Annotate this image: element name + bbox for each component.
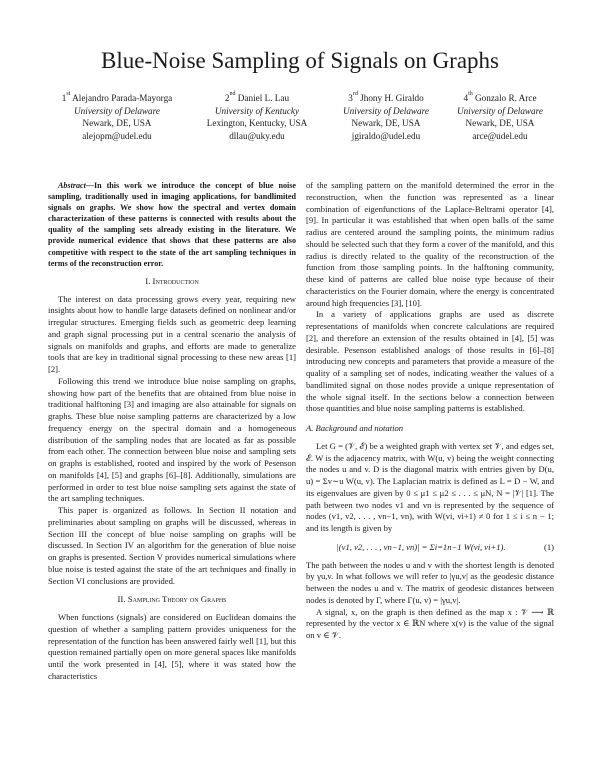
author-location: Newark, DE, USA	[82, 118, 152, 129]
author-name: Gonzalo R. Arce	[475, 93, 537, 103]
author-location: Newark, DE, USA	[351, 118, 421, 129]
author-ordinal: 2	[224, 93, 230, 103]
section-heading-sampling-theory: II. Sampling Theory on Graphs	[117, 594, 227, 605]
author-affiliation: University of Delaware	[343, 105, 429, 116]
author-2	[192, 92, 322, 142]
author-3	[328, 92, 444, 142]
author-name: Daniel L. Lau	[237, 93, 290, 103]
author-4	[444, 92, 556, 142]
section-heading-introduction: I. Introduction	[145, 275, 199, 286]
author-name: Alejandro Parada-Mayorga	[72, 93, 173, 103]
author-location: Newark, DE, USA	[465, 118, 535, 129]
intro-paragraph-2: Following this trend we introduce blue noise sampling on graphs, showing how part of the benefits that are obtained from blue noise in traditional halftoning [3] and imaging are also attainable for signals on graphs. These blue noise sampling patterns are characterized by a low frequency energy on the spectral domain and a homogeneous distribution of the sampling nodes that are located as far as possible from each other. The connection between blue noise and sampling sets on graphs is established, rooted and inspired by the work of Pesenson on manifolds [4], [5] and graphs [6]–[8]. Additionally, simulations are performed in order to test blue noise sampling sets against the state of the art sampling techniques.	[48, 375, 296, 504]
author-ordinal-suffix: th	[468, 91, 473, 97]
right-column	[306, 180, 554, 642]
author-email: arce@udel.edu	[472, 130, 528, 141]
sampling-paragraph-1: When functions (signals) are considered on Euclidean domains the question of whether a sampling pattern provides uniqueness for the representation of the function has been answered fairly well [1], but this question remained partially open on more general spaces like manifolds until the work presented in [4], [5], where it was stated how the characteristics	[48, 612, 296, 681]
author-name: Jhony H. Giraldo	[360, 93, 424, 103]
author-ordinal-suffix: st	[66, 91, 71, 97]
background-paragraph-1: Let G = (𝒱, ℰ) be a weighted graph with vertex set 𝒱, and edges set, ℰ. W is the adjacency matrix, with W(u, v) being the weight connecting the nodes u and v. D is the diagonal matrix with entries given by D(u, u) = Σv∼u W(u, v). The Laplacian matrix is defined as L = D − W, and its eigenvalues are given by 0 ≤ μ1 ≤ μ2 ≤ . . . ≤ μN, N = |𝒱| [1]. The path between two nodes v1 and vn is represented by the sequence of nodes (v1, v2, . . . , vn−1, vn), with W(vi, vi+1) ≠ 0 for 1 ≤ i ≤ n − 1; and its length is given by	[306, 440, 554, 533]
author-email: jgiraldo@udel.edu	[351, 130, 421, 141]
left-column	[48, 180, 296, 683]
equation-number: (1)	[543, 541, 554, 552]
author-location: Lexington, Kentucky, USA	[206, 118, 308, 129]
subsection-heading: A. Background and notation	[306, 423, 404, 433]
intro-paragraph-3: This paper is organized as follows. In Section II notation and preliminaries about sampling on graphs will be discussed, whereas in Section III the concept of blue noise sampling on graphs will be discussed. In Section IV an algorithm for the generation of blue noise on graphs is presented. Section V provides numerical simulations where blue noise is tested against the state of the art techniques and finally in Section VI conclusions are provided.	[48, 505, 296, 586]
body-paragraph-continued: of the sampling pattern on the manifold determined the error in the reconstruction, when the function was represented as a linear combination of eigenfunctions of the Laplace-Beltrami operator [4], [9]. In particular it was established that when open balls of the same radius are centered around the sampling points, the minimum radius should be selected such that they form a cover of the manifold, and this radius is directly related to the quality of the reconstruction of the function from those sampling points. In the halftoning community, these kind of patterns are called blue noise type because of their characteristics on the Fourier domain, where the energy is concentrated around high frequencies [3], [10].	[306, 180, 554, 308]
author-ordinal: 1	[61, 93, 67, 103]
author-ordinal-suffix: rd	[352, 91, 358, 97]
abstract-label: Abstract	[58, 181, 86, 190]
abstract: Abstract—In this work we introduce the concept of blue noise sampling, traditionally used in imaging applications, for bandlimited signals on graphs. We show how the spectral and vertex domain characterization of these patterns is connected with results about the quality of the sampling sets already existing in the literature. We provide numerical evidence that shows that these patterns are also competitive with respect to the state of the art sampling techniques in terms of the reconstruction error.	[48, 181, 296, 268]
author-affiliation: University of Delaware	[457, 105, 543, 116]
author-ordinal: 3	[348, 93, 353, 103]
intro-paragraph-1: The interest on data processing grows every year, requiring new insights about how to handle large datasets defined on nonlinear and/or irregular structures. Emerging fields such as geometric deep learning and graph signal processing put in a central scenario the analysis of signals on manifolds and graphs, and efforts are made to generalize tools that are key in traditional signal processing to these new areas [1] [2].	[48, 293, 296, 374]
author-email: alejopm@udel.edu	[82, 130, 152, 141]
author-ordinal: 4	[463, 93, 469, 103]
abstract-text: In this work we introduce the concept of blue noise sampling, traditionally used in imaging applications, for bandlimited signals on graphs. We show how the spectral and vertex domain characterization of these patterns is connected with results about the quality of the sampling sets already existing in the literature. We provide numerical evidence that shows that these patterns are also competitive with respect to the state of the art sampling techniques in terms of the reconstruction error.	[48, 181, 296, 268]
background-paragraph-2: The path between the nodes u and v with the shortest length is denoted by γu,v. In what follows we will refer to |γu,v| as the geodesic distance between the nodes u and v. The matrix of geodesic distances between nodes is denoted by Γ, where Γ(u, v) = |γu,v|.	[306, 559, 554, 605]
author-ordinal-suffix: nd	[229, 91, 236, 97]
equation-1	[306, 542, 554, 554]
body-paragraph: In a variety of applications graphs are used as discrete representations of manifolds when concrete calculations are required [2], and therefore an extension of the results obtained in [4], [5] was desirable. Pesenson established analogs of those results in [6]–[8] introducing new concepts and parameters that provide a measure of the quality of a sampling set of nodes, indicating weather the values of a bandlimited signal on those nodes provide a unique representation of the whole signal itself. In the sections below a connection between those quantities and blue noise sampling patterns is established.	[306, 309, 554, 414]
author-1	[52, 92, 182, 142]
author-affiliation: University of Kentucky	[214, 105, 300, 116]
equation-body: |(v1, v2, . . . , vn−1, vn)| = Σi=1n−1 W(vi, vi+1).	[336, 541, 506, 552]
paper-title: Blue-Noise Sampling of Signals on Graphs	[101, 48, 499, 73]
background-paragraph-3: A signal, x, on the graph is then defined as the map x : 𝒱 ⟶ ℝ represented by the vector x ∈ ℝN where x(v) is the value of the signal on v ∈ 𝒱.	[306, 606, 554, 640]
author-email: dllau@uky.edu	[229, 130, 285, 141]
author-affiliation: University of Delaware	[74, 105, 160, 116]
